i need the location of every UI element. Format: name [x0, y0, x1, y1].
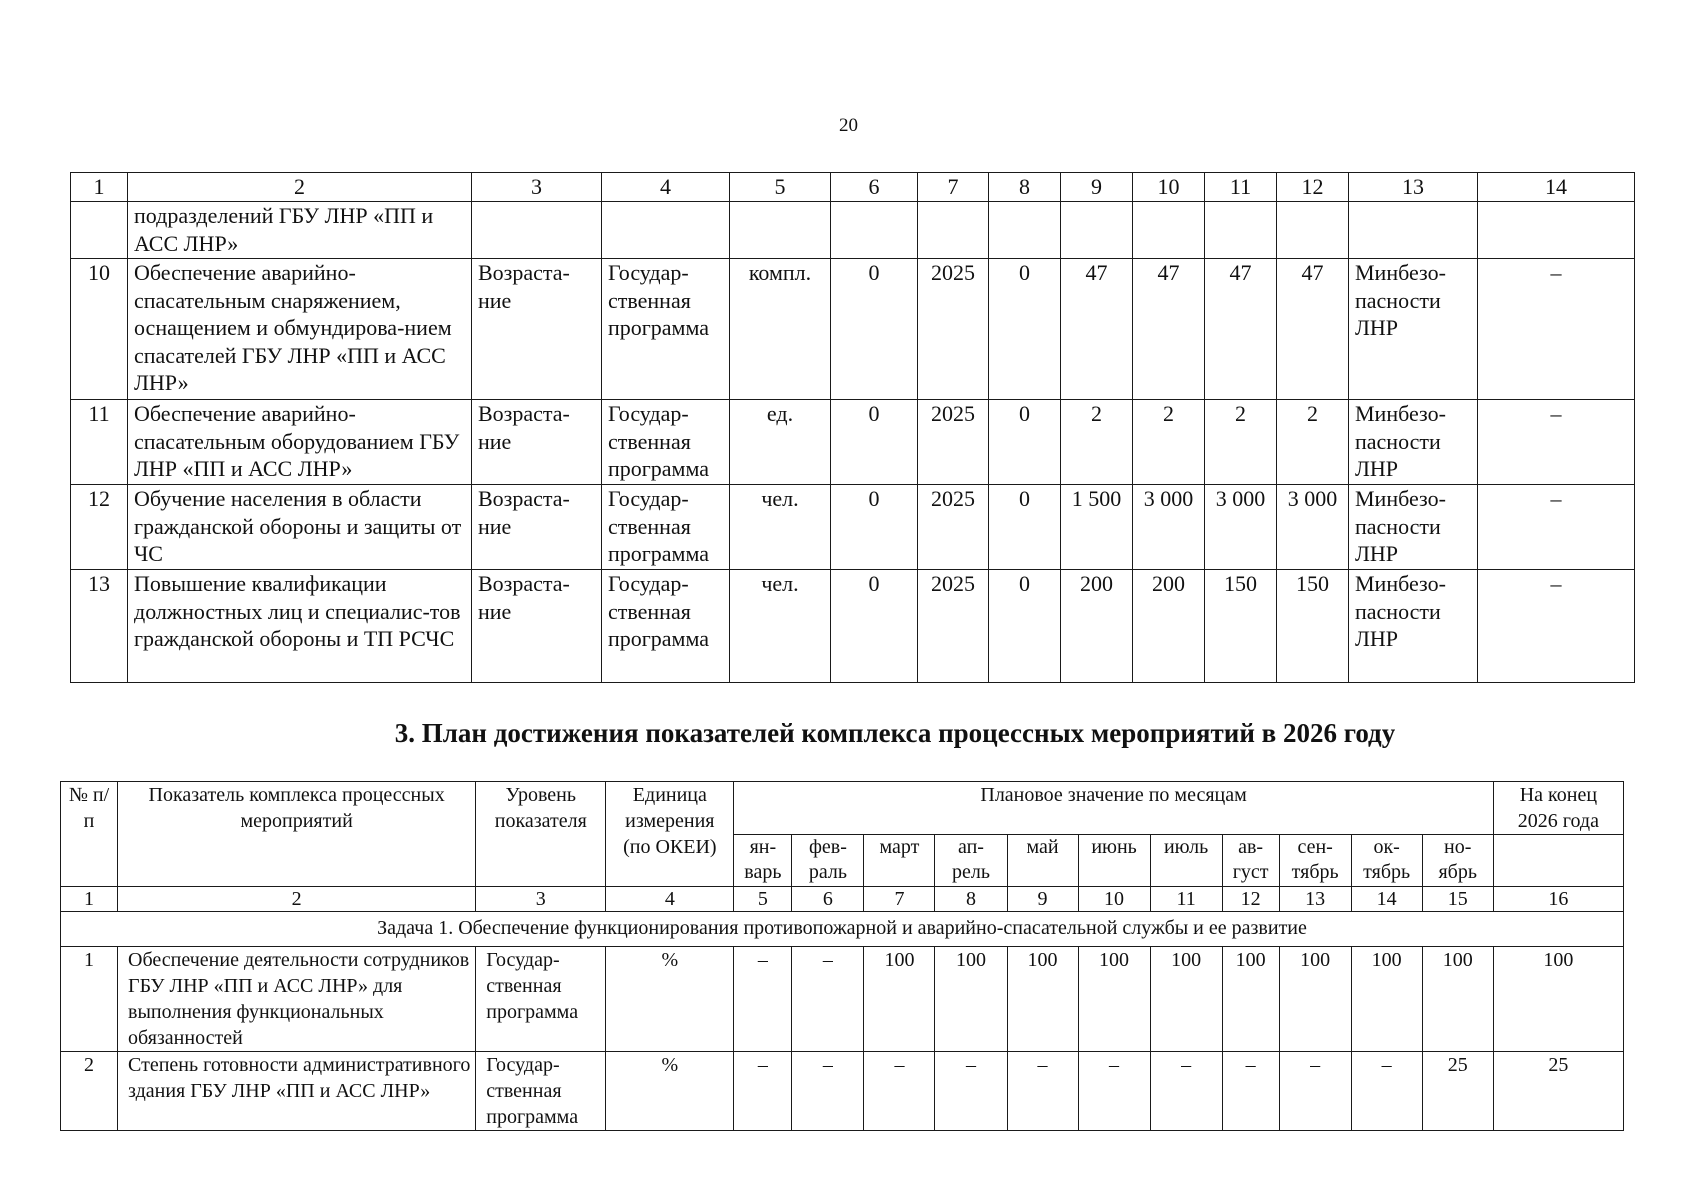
month-label: май	[1007, 835, 1078, 887]
month-label: ап-рель	[935, 835, 1007, 887]
base-value: 0	[831, 485, 918, 570]
responsible: Минбезо-пасности ЛНР	[1349, 570, 1478, 683]
table-row	[61, 947, 1624, 1052]
col-number: 4	[602, 173, 730, 202]
col-number: 13	[1349, 173, 1478, 202]
indicator-name: Степень готовности административного здания ГБУ ЛНР «ПП и АСС ЛНР»	[118, 1052, 476, 1131]
row-number: 11	[71, 400, 128, 485]
month-value: –	[792, 947, 864, 1052]
indicator-level: Возраста-ние	[472, 400, 602, 485]
month-value: 100	[935, 947, 1007, 1052]
base-year: 2025	[918, 259, 989, 400]
indicator-name: Обучение населения в области гражданской обороны и защиты от ЧС	[128, 485, 472, 570]
indicator-level	[472, 202, 602, 259]
month-label: фев-раль	[792, 835, 864, 887]
value-cell: 0	[989, 485, 1061, 570]
base-value: 0	[831, 259, 918, 400]
value-cell	[1061, 202, 1133, 259]
indicator-level: Возраста-ние	[472, 485, 602, 570]
monthly-plan-table	[60, 781, 1624, 1131]
task-title: Задача 1. Обеспечение функционирования противопожарной и аварийно-спасательной службы и ее развитие	[61, 912, 1624, 947]
month-value: –	[734, 947, 792, 1052]
value-cell: 0	[989, 400, 1061, 485]
table-row	[71, 259, 1635, 400]
month-value: 25	[1422, 1052, 1493, 1131]
end-of-year-value: 100	[1493, 947, 1623, 1052]
value-cell: 2	[1205, 400, 1277, 485]
header-num: № п/п	[61, 782, 118, 887]
col-number: 3	[472, 173, 602, 202]
base-value	[831, 202, 918, 259]
info-system	[1478, 202, 1635, 259]
indicator-name: Обеспечение аварийно-спасательным снаряжением, оснащением и обмундирова-нием спасателей ГБУ ЛНР «ПП и АСС ЛНР»	[128, 259, 472, 400]
indicator-name: подразделений ГБУ ЛНР «ПП и АСС ЛНР»	[128, 202, 472, 259]
value-cell	[1205, 202, 1277, 259]
col-number: 9	[1007, 887, 1078, 912]
month-label: но-ябрь	[1422, 835, 1493, 887]
col-number: 1	[71, 173, 128, 202]
col-number: 5	[734, 887, 792, 912]
row-number: 12	[71, 485, 128, 570]
base-year	[918, 202, 989, 259]
row-number: 2	[61, 1052, 118, 1131]
col-number: 2	[118, 887, 476, 912]
base-year: 2025	[918, 400, 989, 485]
unit: компл.	[730, 259, 831, 400]
col-number: 8	[989, 173, 1061, 202]
indicators-table-continued	[70, 172, 1635, 683]
month-label: ав-густ	[1222, 835, 1279, 887]
info-system: –	[1478, 259, 1635, 400]
col-number: 12	[1222, 887, 1279, 912]
month-label: июнь	[1078, 835, 1150, 887]
value-cell: 1 500	[1061, 485, 1133, 570]
month-value: –	[864, 1052, 935, 1131]
col-number: 11	[1150, 887, 1222, 912]
row-number: 10	[71, 259, 128, 400]
table1-column-numbers	[71, 173, 1635, 202]
col-number: 3	[476, 887, 606, 912]
table-row	[71, 400, 1635, 485]
indicator-level: Возраста-ние	[472, 570, 602, 683]
month-value: 100	[1279, 947, 1351, 1052]
responsible: Минбезо-пасности ЛНР	[1349, 485, 1478, 570]
col-number: 8	[935, 887, 1007, 912]
value-cell: 150	[1205, 570, 1277, 683]
value-cell: 0	[989, 259, 1061, 400]
header-unit: Единица измерения (по ОКЕИ)	[606, 782, 734, 887]
value-cell: 47	[1277, 259, 1349, 400]
unit: ед.	[730, 400, 831, 485]
month-value: –	[792, 1052, 864, 1131]
task-row	[61, 912, 1624, 947]
base-year: 2025	[918, 485, 989, 570]
responsible	[1349, 202, 1478, 259]
month-value: –	[1007, 1052, 1078, 1131]
empty-cell	[1493, 835, 1623, 887]
header-indicator: Показатель комплекса процессных мероприятий	[118, 782, 476, 887]
month-value: –	[1222, 1052, 1279, 1131]
header-plan-by-month: Плановое значение по месяцам	[734, 782, 1493, 835]
month-value: –	[935, 1052, 1007, 1131]
col-number: 6	[831, 173, 918, 202]
value-cell: 3 000	[1205, 485, 1277, 570]
month-label: март	[864, 835, 935, 887]
col-number: 1	[61, 887, 118, 912]
end-of-year-value: 25	[1493, 1052, 1623, 1131]
col-number: 10	[1078, 887, 1150, 912]
value-cell: 200	[1133, 570, 1205, 683]
value-cell	[989, 202, 1061, 259]
col-number: 6	[792, 887, 864, 912]
month-value: –	[734, 1052, 792, 1131]
unit: чел.	[730, 485, 831, 570]
unit	[730, 202, 831, 259]
row-number: 13	[71, 570, 128, 683]
value-cell: 2	[1061, 400, 1133, 485]
col-number: 15	[1422, 887, 1493, 912]
indicator-name: Обеспечение аварийно-спасательным оборудованием ГБУ ЛНР «ПП и АСС ЛНР»	[128, 400, 472, 485]
header-level: Уровень показателя	[476, 782, 606, 887]
info-system: –	[1478, 570, 1635, 683]
month-value: 100	[1007, 947, 1078, 1052]
row-number: 1	[61, 947, 118, 1052]
base-value: 0	[831, 570, 918, 683]
month-value: –	[1078, 1052, 1150, 1131]
indicator-level: Возраста-ние	[472, 259, 602, 400]
value-cell: 47	[1061, 259, 1133, 400]
section-title: 3. План достижения показателей комплекса процессных мероприятий в 2026 году	[394, 718, 1396, 748]
month-value: 100	[1078, 947, 1150, 1052]
month-label: ок-тябрь	[1351, 835, 1422, 887]
responsible: Минбезо-пасности ЛНР	[1349, 259, 1478, 400]
value-cell: 2	[1277, 400, 1349, 485]
responsible: Минбезо-пасности ЛНР	[1349, 400, 1478, 485]
month-value: –	[1279, 1052, 1351, 1131]
value-cell: 47	[1205, 259, 1277, 400]
month-value: 100	[1222, 947, 1279, 1052]
value-cell: 0	[989, 570, 1061, 683]
unit: чел.	[730, 570, 831, 683]
indicator-document	[602, 202, 730, 259]
value-cell: 150	[1277, 570, 1349, 683]
row-number	[71, 202, 128, 259]
month-value: 100	[864, 947, 935, 1052]
header-end-of-year: На конец 2026 года	[1493, 782, 1623, 835]
base-value: 0	[831, 400, 918, 485]
indicator-name: Повышение квалификации должностных лиц и специалис-тов гражданской обороны и ТП РСЧС	[128, 570, 472, 683]
col-number: 5	[730, 173, 831, 202]
value-cell: 3 000	[1277, 485, 1349, 570]
col-number: 16	[1493, 887, 1623, 912]
month-value: 100	[1150, 947, 1222, 1052]
col-number: 10	[1133, 173, 1205, 202]
month-label: ян-варь	[734, 835, 792, 887]
table-row	[71, 485, 1635, 570]
indicator-document: Государ-ственная программа	[602, 570, 730, 683]
indicator-document: Государ-ственная программа	[602, 259, 730, 400]
base-year: 2025	[918, 570, 989, 683]
value-cell: 200	[1061, 570, 1133, 683]
month-value: –	[1150, 1052, 1222, 1131]
value-cell	[1277, 202, 1349, 259]
info-system: –	[1478, 400, 1635, 485]
col-number: 9	[1061, 173, 1133, 202]
table-row	[71, 570, 1635, 683]
page-number: 20	[839, 115, 858, 136]
value-cell: 2	[1133, 400, 1205, 485]
value-cell: 47	[1133, 259, 1205, 400]
unit: %	[606, 947, 734, 1052]
col-number: 7	[918, 173, 989, 202]
table2-column-numbers	[61, 887, 1624, 912]
info-system: –	[1478, 485, 1635, 570]
col-number: 11	[1205, 173, 1277, 202]
month-value: –	[1351, 1052, 1422, 1131]
indicator-document: Государ-ственная программа	[602, 485, 730, 570]
month-label: сен-тябрь	[1279, 835, 1351, 887]
indicator-level: Государ-ственная программа	[476, 1052, 606, 1131]
value-cell	[1133, 202, 1205, 259]
col-number: 14	[1351, 887, 1422, 912]
col-number: 13	[1279, 887, 1351, 912]
col-number: 4	[606, 887, 734, 912]
col-number: 7	[864, 887, 935, 912]
month-value: 100	[1422, 947, 1493, 1052]
indicator-document: Государ-ственная программа	[602, 400, 730, 485]
table2-header-row	[61, 782, 1624, 835]
col-number: 12	[1277, 173, 1349, 202]
col-number: 2	[128, 173, 472, 202]
table-row	[61, 1052, 1624, 1131]
table-row	[71, 202, 1635, 259]
month-label: июль	[1150, 835, 1222, 887]
indicator-level: Государ-ственная программа	[476, 947, 606, 1052]
unit: %	[606, 1052, 734, 1131]
month-value: 100	[1351, 947, 1422, 1052]
value-cell: 3 000	[1133, 485, 1205, 570]
indicator-name: Обеспечение деятельности сотрудников ГБУ ЛНР «ПП и АСС ЛНР» для выполнения функциональных обязанностей	[118, 947, 476, 1052]
col-number: 14	[1478, 173, 1635, 202]
